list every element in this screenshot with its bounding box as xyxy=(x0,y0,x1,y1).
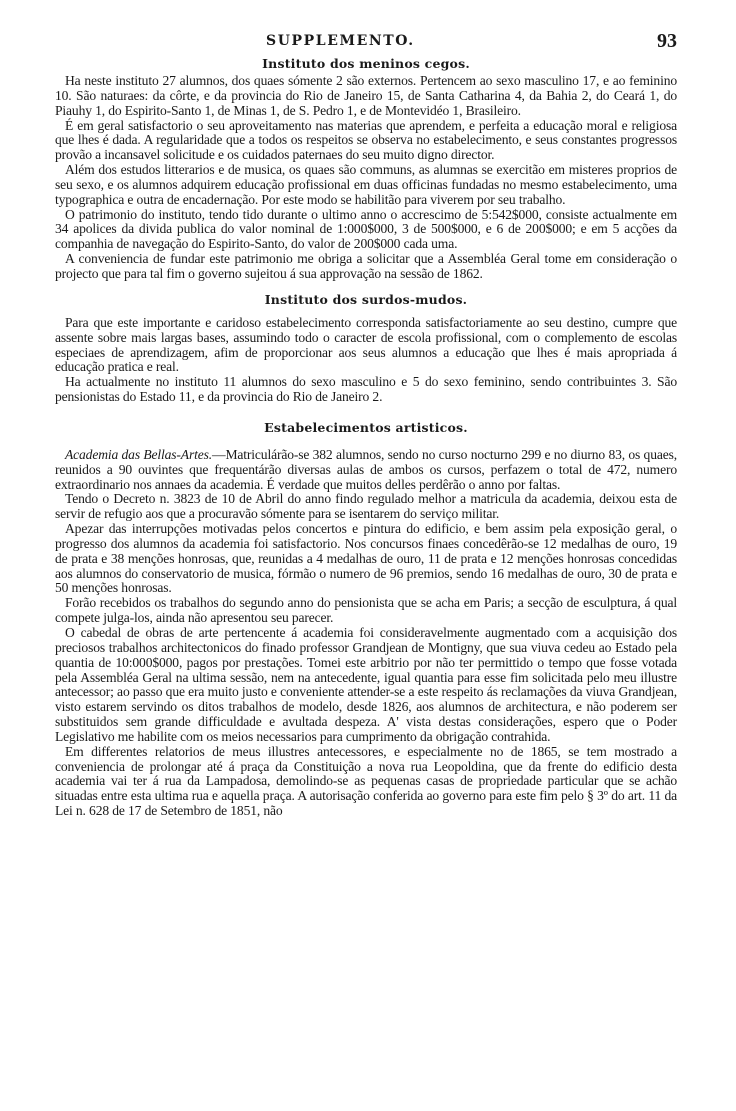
paragraph: O cabedal de obras de arte pertencente á academia foi consideravelmente augmentado com a acquisição dos preciosos trabalhos architectonicos do finado professor Grandjean de Montigny, que sua viuva cedeu ao Estado pela quantia de 10:000$000, pagos por prestações. Tomei este arbitrio por não ter permittido o tempo que fosse votada pela Assembléa Geral na ultima sessão, nem na antecedente, igual quantia para esse fim solicitada pelo meu illustre antecessor; ao passo que era muito justo e conveniente attender-se a este respeito ás reclamações da viuva Grandjean, visto estarem servindo os ditos trabalhos de modelo, desde 1826, aos alumnos de architectura, e não poderem ser substituidos sem grande difficuldade e avultada despeza. A' vista destas considerações, espero que o Poder Legislativo me habilite com os meios necessarios para cumprimento da obrigação contrahida. xyxy=(55,625,677,744)
paragraph: Forão recebidos os trabalhos do segundo anno do pensionista que se acha em Paris; a secção de esculptura, á qual compete julga-los, ainda não apresentou seu parecer. xyxy=(55,595,677,626)
paragraph: Ha actualmente no instituto 11 alumnos do sexo masculino e 5 do sexo feminino, sendo contribuintes 3. São pensionistas do Estado 11, e da provincia do Rio de Janeiro 2. xyxy=(55,374,677,405)
section-title: Instituto dos meninos cegos. xyxy=(262,56,470,71)
paragraph: Tendo o Decreto n. 3823 de 10 de Abril do anno findo regulado melhor a matricula da academia, deixou esta de servir de refugio aos que a procuravão sómente para se isentarem do serviço militar. xyxy=(55,491,677,522)
section-title: Estabelecimentos artisticos. xyxy=(264,419,468,435)
running-title: SUPPLEMENTO. xyxy=(266,33,415,49)
paragraph: Em differentes relatorios de meus illustres antecessores, e especialmente no de 1865, se tem mostrado a conveniencia de prolongar até á praça da Constituição a nova rua Leopoldina, que da frente do edificio desta academia vai ter á rua da Lampadosa, demolindo-se as pequenas casas de propriedade particular que se achão situadas entre esta ultima rua e aquella praça. A autorisação conferida ao governo para este fim pelo § 3º do art. 11 da Lei n. 628 de 17 de Setembro de 1851, não xyxy=(55,743,677,819)
paragraph: Apezar das interrupções motivadas pelos concertos e pintura do edificio, e bem assim pela exposição geral, o progresso dos alumnos da academia foi satisfactorio. Nos concursos finaes concedêrão-se 12 medalhas de ouro, 19 de prata e 38 menções honrosas, que, reunidas a 4 medalhas de ouro, 11 de prata e 12 menções honrosas concedidas aos alumnos do conservatorio de musica, fórmão o numero de 96 premios, sendo 16 medalhas de ouro, 30 de prata e 50 menções honrosas. xyxy=(55,521,677,596)
paragraph: Ha neste instituto 27 alumnos, dos quaes sómente 2 são externos. Pertencem ao sexo masculino 17, e ao feminino 10. São naturaes: da côrte, e da provincia do Rio de Janeiro 15, de Santa Catharina 4, da Bahia 2, do Ceará 1, do Piauhy 1, do Espirito-Santo 1, de Minas 1, de S. Pedro 1, e de Montevidéo 1, Brasileiro. xyxy=(55,73,677,118)
section-instituto-surdos-mudos xyxy=(55,289,677,405)
section-instituto-meninos-cegos xyxy=(55,53,677,282)
paragraph: É em geral satisfactorio o seu aproveitamento nas materias que aprendem, e perfeita a educação moral e religiosa que lhes é dada. A regularidade que a todos os respeitos se observa no estabelecimento, e seus constantes progressos provão a incansavel solicitude e os cuidados paternaes do seu muito digno director. xyxy=(55,117,677,163)
page-number: 93 xyxy=(657,30,677,52)
running-head xyxy=(55,30,677,52)
paragraph xyxy=(55,448,677,493)
paragraph: O patrimonio do instituto, tendo tido durante o ultimo anno o accrescimo de 5:542$000, consiste actualmente em 34 apolices da divida publica do valor nominal de 1:000$000, 3 de 500$000, e 6 de 200$000; e em 5 acções da companhia de navegação do Espirito-Santo, do valor de 200$000 cada uma. xyxy=(55,206,677,252)
paragraph: A conveniencia de fundar este patrimonio me obriga a solicitar que a Assembléa Geral tome em consideração o projecto que para tal fim o governo sujeitou á sua approvação na sessão de 1862. xyxy=(55,251,677,281)
document-page xyxy=(55,30,677,819)
institution-name: Academia das Bellas-Artes. xyxy=(65,446,213,462)
paragraph: Além dos estudos litterarios e de musica, os quaes são communs, as alumnas se exercitão em misteres proprios de seu sexo, e os alumnos adquirem educação profissional em duas officinas fundadas no mesmo estabelecimento, uma typographica e outra de encadernação. Por este modo se habilitão para viverem por seu trabalho. xyxy=(55,162,677,207)
paragraph-text: —Matriculárão-se 382 alumnos, sendo no curso nocturno 299 e no diurno 83, os quaes, reunidos a 90 ouvintes que frequentárão diversas aulas de ambos os cursos, perfazem o total de 472, numero extraordinario nos annaes da academia. É verdade que muitos delles perdêrão o anno por faltas. xyxy=(55,446,678,492)
paragraph: Para que este importante e caridoso estabelecimento corresponda satisfactoriamente ao seu destino, cumpre que assente sobre mais largas bases, assumindo todo o caracter de escola profissional, com o complemento de escolas especiaes de aprendizagem, afim de proporcionar aos seus alumnos a educação que lhes é mais apropriada á educação pratica e real. xyxy=(55,314,677,375)
section-estabelecimentos-artisticos xyxy=(55,417,677,819)
section-title: Instituto dos surdos-mudos. xyxy=(264,291,468,307)
